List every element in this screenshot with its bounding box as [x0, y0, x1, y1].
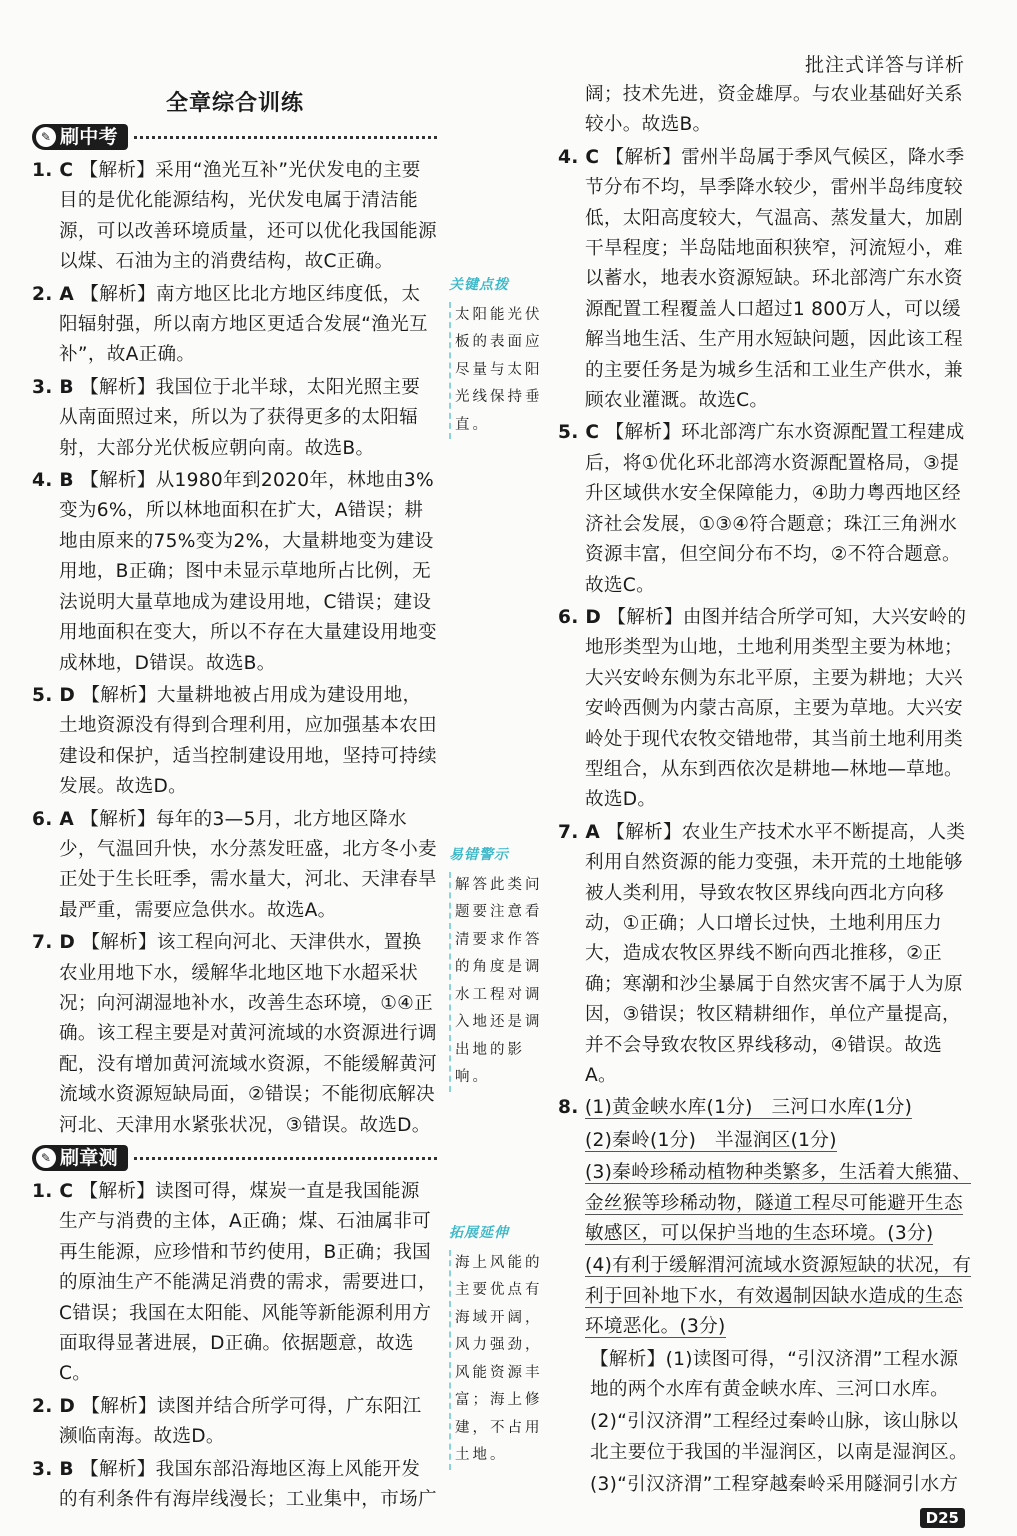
answer-part-1: (1)黄金峡水库(1分) 三河口水库(1分)	[584, 1097, 913, 1119]
answer-number: 8.	[558, 1097, 579, 1119]
brush-icon: ✎	[36, 127, 56, 147]
answer-number: 1. C	[32, 160, 74, 181]
answer-number: 4. C	[558, 146, 600, 168]
answer-part-4-row	[558, 1251, 973, 1342]
answer-number: 5. D	[32, 684, 76, 706]
right-column	[558, 80, 973, 1503]
answer-part-2: (2)秦岭(1分) 半湿润区(1分)	[585, 1129, 837, 1151]
badge-label: 刷章测	[60, 1147, 118, 1169]
answer-part-4: (4)有利于缓解渭河流域水资源短缺的状况，有利于回补地下水，有效遏制因缺水造成的生态环境恶化。(3分)	[585, 1255, 972, 1338]
answer-item	[558, 603, 973, 816]
answer-item	[32, 280, 437, 371]
answer-number: 6. D	[558, 606, 602, 628]
badge-pill	[32, 1145, 128, 1171]
answer-item	[32, 373, 437, 464]
dotted-rule	[134, 1157, 437, 1160]
sidenote-text: 解答此类问题要注意看清要求作答的角度是调水工程对调入地还是调出地的影响。	[449, 872, 549, 1092]
page-title: 全章综合训练	[166, 91, 305, 116]
sidenote-title: 易错警示	[449, 847, 509, 863]
answer-number: 7. D	[32, 932, 76, 954]
answer-item	[32, 1177, 437, 1390]
answer-number: 2. A	[32, 283, 75, 305]
answer-number: 2. D	[32, 1395, 76, 1417]
left-column	[32, 120, 437, 1517]
answer-item	[32, 928, 437, 1141]
answer-item	[32, 681, 437, 803]
continued-text: 阔；技术先进，资金雄厚。与农业基础好关系较小。故选B。	[585, 84, 963, 136]
answer-number: 5. C	[558, 422, 600, 444]
answer-text: 【解析】南方地区比北方地区纬度低，太阳辐射强，所以南方地区更适合发展“渔光互补”，故A正确。	[59, 283, 428, 366]
answer-number: 1. C	[32, 1181, 74, 1202]
sidenote-text: 海上风能的主要优点有海域开阔，风力强劲，风能资源丰富；海上修建，不占用土地。	[449, 1250, 549, 1470]
answer-number: 7. A	[558, 821, 601, 843]
answer-text: 【解析】读图并结合所学可得，广东阳江濒临南海。故选D。	[59, 1395, 422, 1448]
explanation-3: (3)“引汉济渭”工程穿越秦岭采用隧洞引水方	[590, 1474, 959, 1496]
answer-item	[558, 818, 973, 1092]
answer-text: 【解析】农业生产技术水平不断提高，人类利用自然资源的能力变强，未开荒的土地能够被人类利用，导致农牧区界线向西北方向移动，①正确；人口增长过快，土地利用压力大，造成农牧区界线不断向西北推移，②正确；寒潮和沙尘暴属于自然灾害不属于人为原因，③错误；牧区精耕细作，单位产量提高，并不会导致农牧区界线移动，④错误。故选A。	[585, 821, 966, 1086]
explanation-2: (2)“引汉济渭”工程经过秦岭山脉，该山脉以北主要位于我国的半湿润区，以南是湿润区。	[590, 1411, 968, 1463]
answer-part-2-row	[558, 1126, 973, 1156]
answer-part-3: (3)秦岭珍稀动植物种类繁多，生活着大熊猫、金丝猴等珍稀动物，隧道工程尽可能避开生态敏感区，可以保护当地的生态环境。(3分)	[585, 1162, 972, 1245]
answer-text: 【解析】读图可得，煤炭一直是我国能源生产与消费的主体，A正确；煤、石油属非可再生能源，应珍惜和节约使用，B正确；我国的原油生产不能满足消费的需求，需要进口，C错误；我国在太阳能、风能等新能源利用方面取得显著进展，D正确。依据题意，故选C。	[59, 1181, 437, 1385]
answer-item	[32, 805, 437, 927]
answer-item	[32, 156, 437, 278]
answer-text: 【解析】我国东部沿海地区海上风能开发的有利条件有海岸线漫长；工业集中，市场广	[59, 1458, 437, 1511]
answer-item	[32, 466, 437, 679]
explanation-1: 【解析】(1)读图可得，“引汉济渭”工程水源地的两个水库有黄金峡水库、三河口水库。	[590, 1348, 959, 1401]
answer-number: 6. A	[32, 808, 75, 830]
sidenote-key-tip	[449, 272, 549, 439]
answer-item-8	[558, 1093, 973, 1123]
answer-item	[558, 143, 973, 417]
answer-text: 【解析】采用“渔光互补”光伏发电的主要目的是优化能源结构，光伏发电属于清洁能源，可以改善环境质量，还可以优化我国能源以煤、石油为主的消费结构，故C正确。	[59, 160, 437, 273]
page-number: D25	[920, 1508, 965, 1528]
brush-icon: ✎	[36, 1148, 56, 1168]
answer-number: 4. B	[32, 470, 74, 492]
answer-item	[32, 1455, 437, 1516]
answer-text: 【解析】我国位于北半球，太阳光照主要从南面照过来，所以为了获得更多的太阳辐射，大部分光伏板应朝向南。故选B。	[59, 376, 421, 459]
answer-text: 【解析】该工程向河北、天津供水，置换农业用地下水，缓解华北地区地下水超采状况；向河湖湿地补水，改善生态环境，①④正确。该工程主要是对黄河流域的水资源进行调配，没有增加黄河流域水资源，不能缓解黄河流域水资源短缺局面，②错误；不能彻底解决河北、天津用水紧张状况，③错误。故选D。	[59, 932, 437, 1136]
answer-text: 【解析】从1980年到2020年，林地由3%变为6%，所以林地面积在扩大，A错误；耕地由原来的75%变为2%，大量耕地变为建设用地，B正确；图中未显示草地所占比例，无法说明大量草地成为建设用地，C错误；建设用地面积在变大，所以不存在大量建设用地变成林地，D错误。故选B。	[59, 470, 437, 674]
badge-label: 刷中考	[60, 126, 118, 148]
answer-text: 【解析】每年的3—5月，北方地区降水少，气温回升快，水分蒸发旺盛，北方冬小麦正处于生长旺季，需水量大，河北、天津春旱最严重，需要应急供水。故选A。	[59, 808, 437, 921]
section-badge-exam	[32, 122, 437, 152]
answer-text: 【解析】雷州半岛属于季风气候区，降水季节分布不均，旱季降水较少，雷州半岛纬度较低，太阳高度较大，气温高、蒸发量大，加剧干旱程度；半岛陆地面积狭窄，河流短小，难以蓄水，地表水资源短缺。环北部湾广东水资源配置工程覆盖人口超过1 800万人，可以缓解当地生活、生产用水短缺问题，因此该工程的主要任务是为城乡生活和工业生产供水，兼顾农业灌溉。故选C。	[585, 146, 965, 412]
answer-number: 3. B	[32, 376, 74, 398]
answer-text: 【解析】大量耕地被占用成为建设用地，土地资源没有得到合理利用，应加强基本农田建设和保护，适当控制建设用地，坚持可持续发展。故选D。	[59, 684, 437, 798]
answer-part-3-row	[558, 1158, 973, 1249]
answer-number: 3. B	[32, 1458, 74, 1480]
sidenote-warning	[449, 842, 549, 1092]
answer-text: 【解析】由图并结合所学可知，大兴安岭的地形类型为山地，土地利用类型主要为林地；大兴安岭东侧为东北平原，主要为耕地；大兴安岭西侧为内蒙古高原，主要为草地。大兴安岭处于现代农牧交错地带，其当前土地利用类型组合，从东到西依次是耕地—林地—草地。故选D。	[585, 606, 967, 811]
sidenote-text: 太阳能光伏板的表面应尽量与太阳光线保持垂直。	[449, 302, 549, 440]
sidenote-title: 关键点拨	[449, 277, 509, 293]
answer-item	[32, 1392, 437, 1453]
running-header: 批注式详答与详析	[804, 54, 965, 76]
sidenote-title: 拓展延伸	[449, 1225, 509, 1241]
sidenote-extension	[449, 1220, 549, 1470]
badge-pill	[32, 124, 128, 150]
answer-item	[558, 418, 973, 600]
dotted-rule	[134, 136, 437, 139]
section-badge-chapter	[32, 1143, 437, 1173]
answer-text: 【解析】环北部湾广东水资源配置工程建成后，将①优化环北部湾水资源配置格局，③提升区域供水安全保障能力，④助力粤西地区经济社会发展，①③④符合题意；珠江三角洲水资源丰富，但空间分布不均，②不符合题意。故选C。	[585, 422, 965, 596]
